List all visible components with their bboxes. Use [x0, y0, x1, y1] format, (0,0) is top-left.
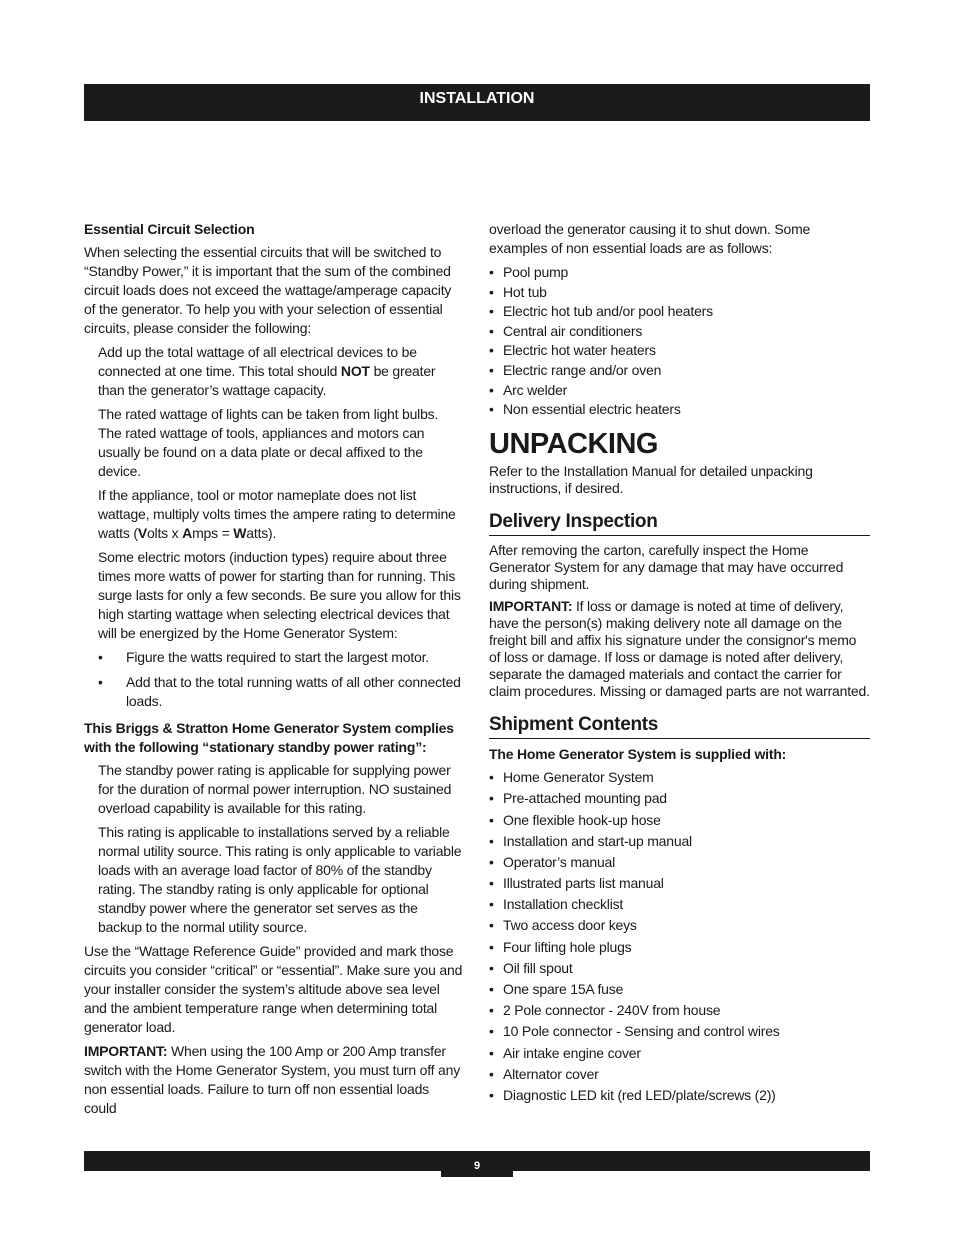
list-item: • Arc welder: [489, 381, 870, 400]
wattage-guide-paragraph: Use the “Wattage Reference Guide” provided and mark those circuits you consider “critical” or “essential”. Make sure you and your installer consider the system’s altitude above sea level and the ambient temperature range when determining total generator load.: [84, 943, 463, 1035]
wattage-paragraph: Add up the total wattage of all electrical devices to be connected at one time. This total should NOT be greater than the generator’s wattage capacity.: [98, 344, 436, 398]
list-item: • Central air conditioners: [489, 322, 870, 341]
unpacking-text: Refer to the Installation Manual for detailed unpacking instructions, if desired.: [489, 463, 813, 497]
continuation-paragraph: overload the generator causing it to shut down. Some examples of non essential loads are as follows:: [489, 221, 811, 256]
list-item: • Electric range and/or oven: [489, 361, 870, 380]
list-item: • Add that to the total running watts of all other connected loads.: [98, 673, 464, 711]
list-item: • Home Generator System: [489, 768, 870, 787]
list-item: • Diagnostic LED kit (red LED/plate/screws (2)): [489, 1086, 870, 1105]
motors-paragraph: Some electric motors (induction types) require about three times more watts of power for starting than for running. This surge lasts for only a few seconds. Be sure you allow for this high starting wattage when selecting electrical devices that will be energized by the Home Generator System:: [98, 549, 461, 641]
list-item: • Four lifting hole plugs: [489, 938, 870, 957]
list-item: • 10 Pole connector - Sensing and control wires: [489, 1022, 870, 1041]
delivery-important-paragraph: IMPORTANT: If loss or damage is noted at time of delivery, have the person(s) making delivery note all damage on the freight bill and affix his signature under the consignor's memo of loss or damage. If loss or damage is noted after delivery, separate the damaged materials and contact the carrier for claim procedures. Missing or damaged parts are not warranted.: [489, 598, 870, 700]
page-number: [441, 1151, 513, 1177]
non-essential-loads-list: [489, 263, 870, 419]
delivery-text: After removing the carton, carefully inspect the Home Generator System for any damage that may have occurred during shipment.: [489, 542, 844, 593]
list-item: • Figure the watts required to start the largest motor.: [98, 648, 464, 667]
right-column: [489, 220, 870, 1107]
nameplate-paragraph: If the appliance, tool or motor nameplate does not list wattage, multiply volts times the ampere rating to determine watts (Volts x Amps = Watts).: [98, 487, 456, 541]
important-transfer-paragraph: IMPORTANT: When using the 100 Amp or 200 Amp transfer switch with the Home Generator System, you must turn off any non essential loads. Failure to turn off non essential loads could: [84, 1043, 461, 1116]
section-title: INSTALLATION: [419, 90, 535, 107]
left-column: [84, 220, 464, 1123]
page-number-label: 9: [473, 1160, 481, 1172]
essential-circuit-heading: Essential Circuit Selection: [84, 221, 255, 237]
delivery-inspection-title: Delivery Inspection: [489, 511, 870, 536]
list-item: • 2 Pole connector - 240V from house: [489, 1001, 870, 1020]
rated-wattage-paragraph: The rated wattage of lights can be taken from light bulbs. The rated wattage of tools, appliances and motors can usually be found on a data plate or decal affixed to the device.: [98, 406, 439, 479]
list-item: • Illustrated parts list manual: [489, 874, 870, 893]
unpacking-title: UNPACKING: [489, 428, 658, 461]
list-item: • Air intake engine cover: [489, 1044, 870, 1063]
list-item: • Two access door keys: [489, 916, 870, 935]
list-item: • Pool pump: [489, 263, 870, 282]
essential-intro: When selecting the essential circuits that will be switched to “Standby Power,” it is important that the sum of the combined circuit loads does not exceed the wattage/amperage capacity of the generator. To help you with your selection of essential circuits, please consider the following:: [84, 244, 452, 336]
list-item: • Installation checklist: [489, 895, 870, 914]
list-item: • Non essential electric heaters: [489, 400, 870, 419]
list-item: • Electric hot water heaters: [489, 341, 870, 360]
list-item: • Electric hot tub and/or pool heaters: [489, 302, 870, 321]
list-item: • Alternator cover: [489, 1065, 870, 1084]
list-item: • One spare 15A fuse: [489, 980, 870, 999]
section-header: [84, 84, 870, 121]
shipment-contents-list: [489, 768, 870, 1105]
standby-rating-paragraph: The standby power rating is applicable for supplying power for the duration of normal power interruption. NO sustained overload capability is available for this rating.: [98, 762, 452, 816]
standby-rating-heading: This Briggs & Stratton Home Generator System complies with the following “stationary standby power rating”:: [84, 720, 454, 755]
shipment-contents-title: Shipment Contents: [489, 714, 870, 739]
list-item: • Pre-attached mounting pad: [489, 789, 870, 808]
list-item: • One flexible hook-up hose: [489, 811, 870, 830]
motor-steps-list: [98, 648, 464, 711]
utility-source-paragraph: This rating is applicable to installations served by a reliable normal utility source. This rating is only applicable to variable loads with an average load factor of 80% of the standby rating. The standby rating is only applicable for optional standby power where the generator set serves as the backup to the normal utility source.: [98, 824, 462, 935]
list-item: • Installation and start-up manual: [489, 832, 870, 851]
list-item: • Operator’s manual: [489, 853, 870, 872]
shipment-subhead: The Home Generator System is supplied with:: [489, 746, 787, 763]
list-item: • Hot tub: [489, 283, 870, 302]
list-item: • Oil fill spout: [489, 959, 870, 978]
